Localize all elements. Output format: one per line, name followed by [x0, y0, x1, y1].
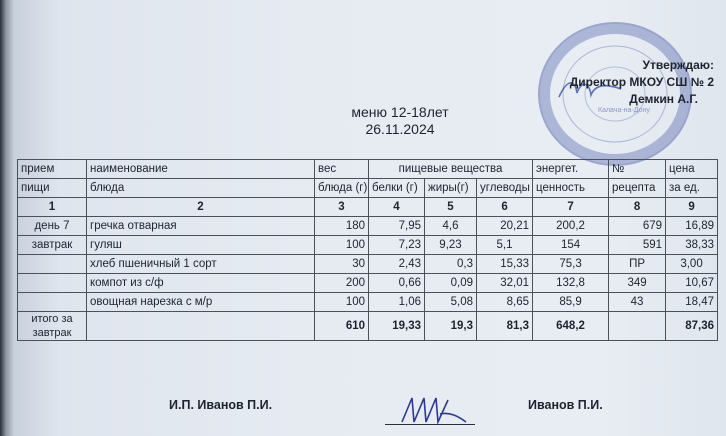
signature-left-name: И.П. Иванов П.И. — [169, 398, 273, 412]
weight-cell: 180 — [315, 217, 369, 236]
total-energy: 648,2 — [533, 312, 609, 341]
meal-cell: день 7 — [18, 217, 87, 236]
header-cell: вес — [315, 160, 369, 179]
protein-cell: 7,23 — [369, 236, 425, 255]
carbs-cell: 15,33 — [477, 255, 533, 274]
header-cell: пищевые вещества — [369, 160, 533, 179]
table-row — [18, 274, 718, 293]
header-cell: рецепта — [609, 179, 666, 198]
total-empty-cell — [87, 312, 315, 341]
table-header-row-2 — [18, 179, 718, 198]
total-price: 87,36 — [666, 312, 718, 341]
total-recipe — [609, 312, 666, 341]
total-protein: 19,33 — [369, 312, 425, 341]
table-row — [18, 236, 718, 255]
table-header-row-1 — [18, 160, 718, 179]
column-number: 4 — [369, 198, 425, 217]
menu-title — [320, 104, 480, 138]
header-cell: ценность — [533, 179, 609, 198]
energy-cell: 132,8 — [533, 274, 609, 293]
approval-name: Демкин А.Г. — [629, 92, 698, 106]
total-carbs: 81,3 — [477, 312, 533, 341]
protein-cell: 0,66 — [369, 274, 425, 293]
energy-cell: 75,3 — [533, 255, 609, 274]
column-number: 7 — [533, 198, 609, 217]
weight-cell: 100 — [315, 293, 369, 312]
total-fat: 19,3 — [425, 312, 477, 341]
column-number: 3 — [315, 198, 369, 217]
total-row — [18, 312, 718, 341]
approval-position: Директор МКОУ СШ № 2 — [569, 75, 714, 89]
carbs-cell: 20,21 — [477, 217, 533, 236]
price-cell: 3,00 — [666, 255, 718, 274]
recipe-cell: ПР — [609, 255, 666, 274]
fat-cell: 0,09 — [425, 274, 477, 293]
protein-cell: 1,06 — [369, 293, 425, 312]
column-number: 2 — [87, 198, 315, 217]
table-row — [18, 255, 718, 274]
price-cell: 18,47 — [666, 293, 718, 312]
fat-cell: 4,6 — [425, 217, 477, 236]
table-row — [18, 217, 718, 236]
dish-name: гуляш — [87, 236, 315, 255]
column-number: 9 — [666, 198, 718, 217]
stamp-text: Калача-на-Дону — [598, 107, 650, 114]
price-cell: 38,33 — [666, 236, 718, 255]
meal-cell — [18, 255, 87, 274]
header-cell: блюда (г) — [315, 179, 369, 198]
header-cell: блюда — [87, 179, 315, 198]
energy-cell: 85,9 — [533, 293, 609, 312]
carbs-cell: 32,01 — [477, 274, 533, 293]
header-cell: прием — [18, 160, 87, 179]
header-cell: энергет. — [533, 160, 609, 179]
weight-cell: 200 — [315, 274, 369, 293]
menu-title-date: 26.11.2024 — [365, 121, 435, 137]
signature-right-name: Иванов П.И. — [528, 398, 603, 412]
carbs-cell: 5,1 — [477, 236, 533, 255]
column-number: 1 — [18, 198, 87, 217]
fat-cell: 0,3 — [425, 255, 477, 274]
recipe-cell: 349 — [609, 274, 666, 293]
dish-name: овощная нарезка с м/р — [87, 293, 315, 312]
weight-cell: 30 — [315, 255, 369, 274]
header-cell: углеводы — [477, 179, 533, 198]
signature-line — [385, 424, 475, 425]
total-label: итого за завтрак — [18, 312, 87, 341]
column-number: 8 — [609, 198, 666, 217]
header-cell: наименование — [87, 160, 315, 179]
dish-name: гречка отварная — [87, 217, 315, 236]
fat-cell: 9,23 — [425, 236, 477, 255]
header-cell: № — [609, 160, 666, 179]
header-cell: за ед. — [666, 179, 718, 198]
column-number: 5 — [425, 198, 477, 217]
approval-block — [570, 57, 714, 108]
column-number-row — [18, 198, 718, 217]
dish-name: хлеб пшеничный 1 сорт — [87, 255, 315, 274]
recipe-cell: 591 — [609, 236, 666, 255]
table-row — [18, 293, 718, 312]
carbs-cell: 8,65 — [477, 293, 533, 312]
meal-cell — [18, 293, 87, 312]
recipe-cell: 679 — [609, 217, 666, 236]
weight-cell: 100 — [315, 236, 369, 255]
approval-heading: Утверждаю: — [642, 58, 714, 72]
price-cell: 10,67 — [666, 274, 718, 293]
header-cell: цена — [666, 160, 718, 179]
menu-table — [17, 159, 718, 341]
recipe-cell: 43 — [609, 293, 666, 312]
price-cell: 16,89 — [666, 217, 718, 236]
total-weight: 610 — [315, 312, 369, 341]
dish-name: компот из с/ф — [87, 274, 315, 293]
column-number: 6 — [477, 198, 533, 217]
handwritten-signature-mark — [392, 392, 472, 428]
menu-title-age: меню 12-18лет — [351, 104, 449, 120]
fat-cell: 5,08 — [425, 293, 477, 312]
protein-cell: 2,43 — [369, 255, 425, 274]
protein-cell: 7,95 — [369, 217, 425, 236]
header-cell: жиры(г) — [425, 179, 477, 198]
meal-cell — [18, 274, 87, 293]
energy-cell: 200,2 — [533, 217, 609, 236]
header-cell: пищи — [18, 179, 87, 198]
energy-cell: 154 — [533, 236, 609, 255]
header-cell: белки (г) — [369, 179, 425, 198]
meal-cell: завтрак — [18, 236, 87, 255]
